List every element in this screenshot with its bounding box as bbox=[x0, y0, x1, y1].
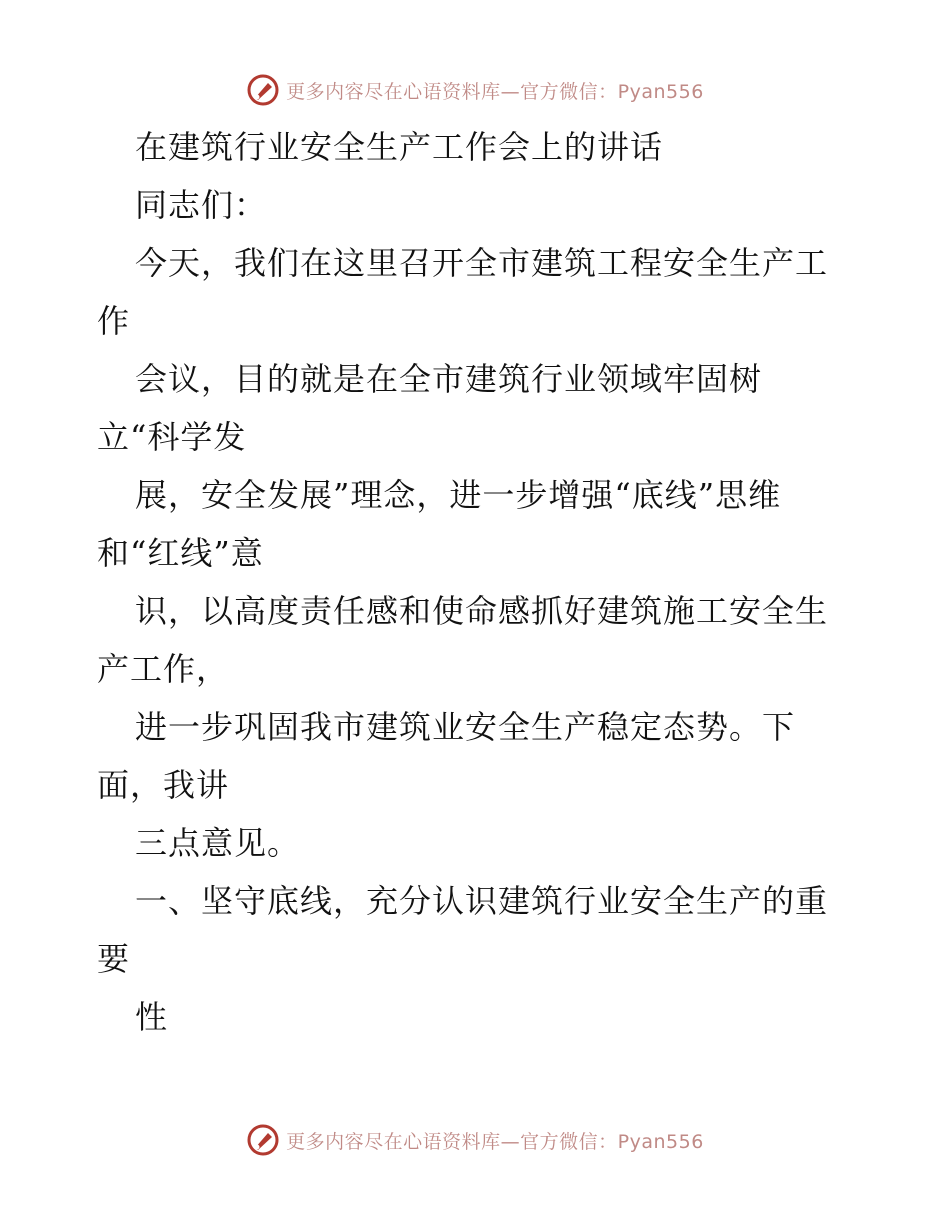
section-heading: 一、坚守底线，充分认识建筑行业安全生产的重 bbox=[135, 882, 829, 920]
paragraph-line: 产工作， bbox=[97, 650, 230, 688]
header-watermark-banner bbox=[0, 70, 950, 110]
paragraph-line: 今天，我们在这里召开全市建筑工程安全生产工 bbox=[135, 244, 829, 282]
section-heading-continued: 要 bbox=[97, 940, 131, 978]
paragraph-line: 面，我讲 bbox=[97, 766, 230, 804]
paragraph-line: 进一步巩固我市建筑业安全生产稳定态势。下 bbox=[135, 708, 796, 746]
watermark-text: 更多内容尽在心语资料库—官方微信：Pyan556 bbox=[286, 1130, 704, 1153]
document-body bbox=[97, 118, 857, 1046]
footer-watermark-banner bbox=[0, 1120, 950, 1160]
paragraph-line: 识，以高度责任感和使命感抓好建筑施工安全生 bbox=[135, 592, 829, 630]
paragraph-line: 展，安全发展”理念，进一步增强“底线”思维 bbox=[135, 476, 782, 514]
pen-nib-logo-icon bbox=[246, 1123, 280, 1157]
paragraph-line: 会议，目的就是在全市建筑行业领域牢固树 bbox=[135, 360, 763, 398]
document-title: 在建筑行业安全生产工作会上的讲话 bbox=[135, 128, 664, 166]
salutation: 同志们： bbox=[135, 186, 268, 224]
paragraph-line: 三点意见。 bbox=[135, 824, 301, 862]
watermark-text: 更多内容尽在心语资料库—官方微信：Pyan556 bbox=[286, 80, 704, 103]
paragraph-line: 立“科学发 bbox=[97, 418, 247, 456]
paragraph-line: 和“红线”意 bbox=[97, 534, 264, 572]
pen-nib-logo-icon bbox=[246, 73, 280, 107]
section-heading-continued: 性 bbox=[135, 998, 169, 1036]
paragraph-line: 作 bbox=[97, 302, 131, 340]
